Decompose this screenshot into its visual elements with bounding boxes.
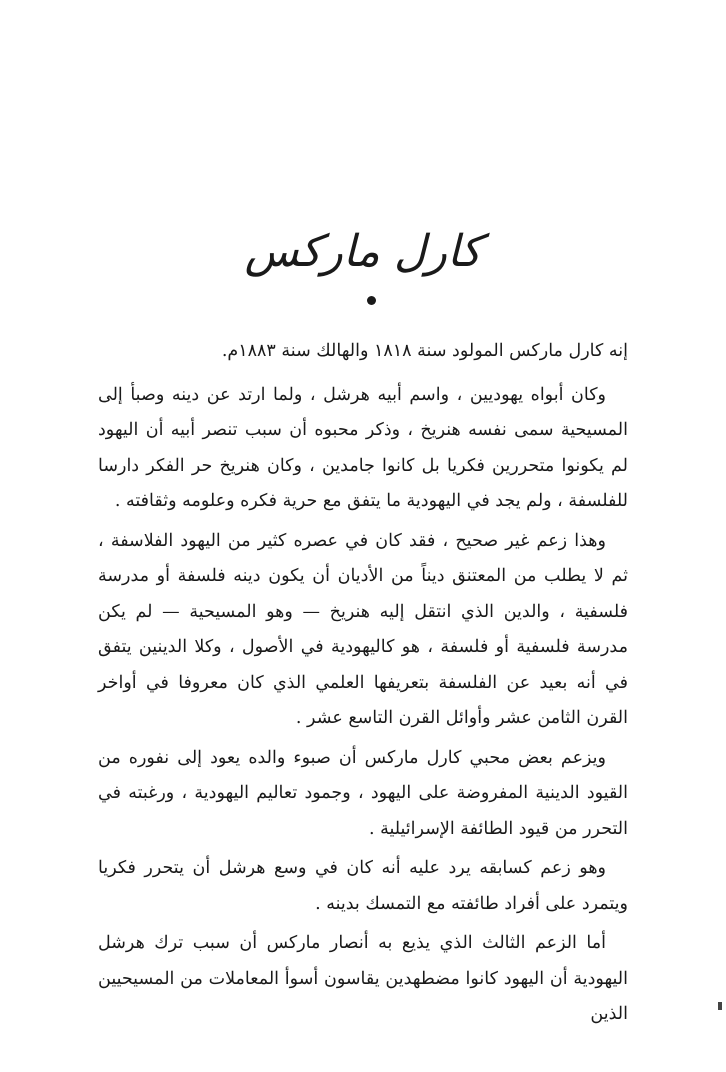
paragraph: أما الزعم الثالث الذي يذيع به أنصار ماركس أن سبب ترك هرشل اليهودية أن اليهود كانوا مضطهدين يقاسون أسوأ المعاملات من المسيحيين الذين bbox=[98, 933, 628, 1024]
paragraph: وهو زعم كسابقه يرد عليه أنه كان في وسع هرشل أن يتحرر فكريا ويتمرد على أفراد طائفته مع التمسك بدينه . bbox=[98, 858, 628, 914]
scan-edge-mark bbox=[718, 1002, 722, 1010]
paragraph: ويزعم بعض محبي كارل ماركس أن صبوء والده يعود إلى نفوره من القيود الدينية المفروضة على اليهود ، وجمود تعاليم اليهودية ، ورغبته في التحرر من قيود الطائفة الإسرائيلية . bbox=[98, 747, 628, 839]
paragraph: وكان أبواه يهوديين ، واسم أبيه هرشل ، ولما ارتد عن دينه وصبأ إلى المسيحية سمى نفسه هنريخ ، وذكر محبوه أن سبب تنصر أبيه أن اليهود لم يكونوا متحررين فكريا بل كانوا جامدين ، وكان هنريخ حر الفكر دارسا للفلسفة ، ولم يجد في اليهودية ما يتفق مع حرية فكره وعلومه وثقافته . bbox=[98, 384, 628, 511]
paragraph-intro: إنه كارل ماركس المولود سنة ١٨١٨ والهالك سنة ١٨٨٣م. bbox=[221, 341, 628, 361]
chapter-title: كارل ماركس bbox=[244, 226, 482, 277]
paragraph: وهذا زعم غير صحيح ، فقد كان في عصره كثير من اليهود الفلاسفة ، ثم لا يطلب من المعتنق ديناً من الأديان أن يكون دينه فلسفة أو مدرسة فلسفية ، والدين الذي انتقل إليه هنريخ — وهو المسيحية — لم يكن مدرسة فلسفية أو فلسفة ، هو كاليهودية في الأصول ، وكلا الدينين يتفق في أنه بعيد عن الفلسفة بتعريفها العلمي الذي كان معروفا في أواخر القرن الثامن عشر وأوائل القرن التاسع عشر . bbox=[98, 530, 629, 728]
title-ornament-dot bbox=[367, 296, 376, 305]
body-text bbox=[98, 334, 628, 1037]
